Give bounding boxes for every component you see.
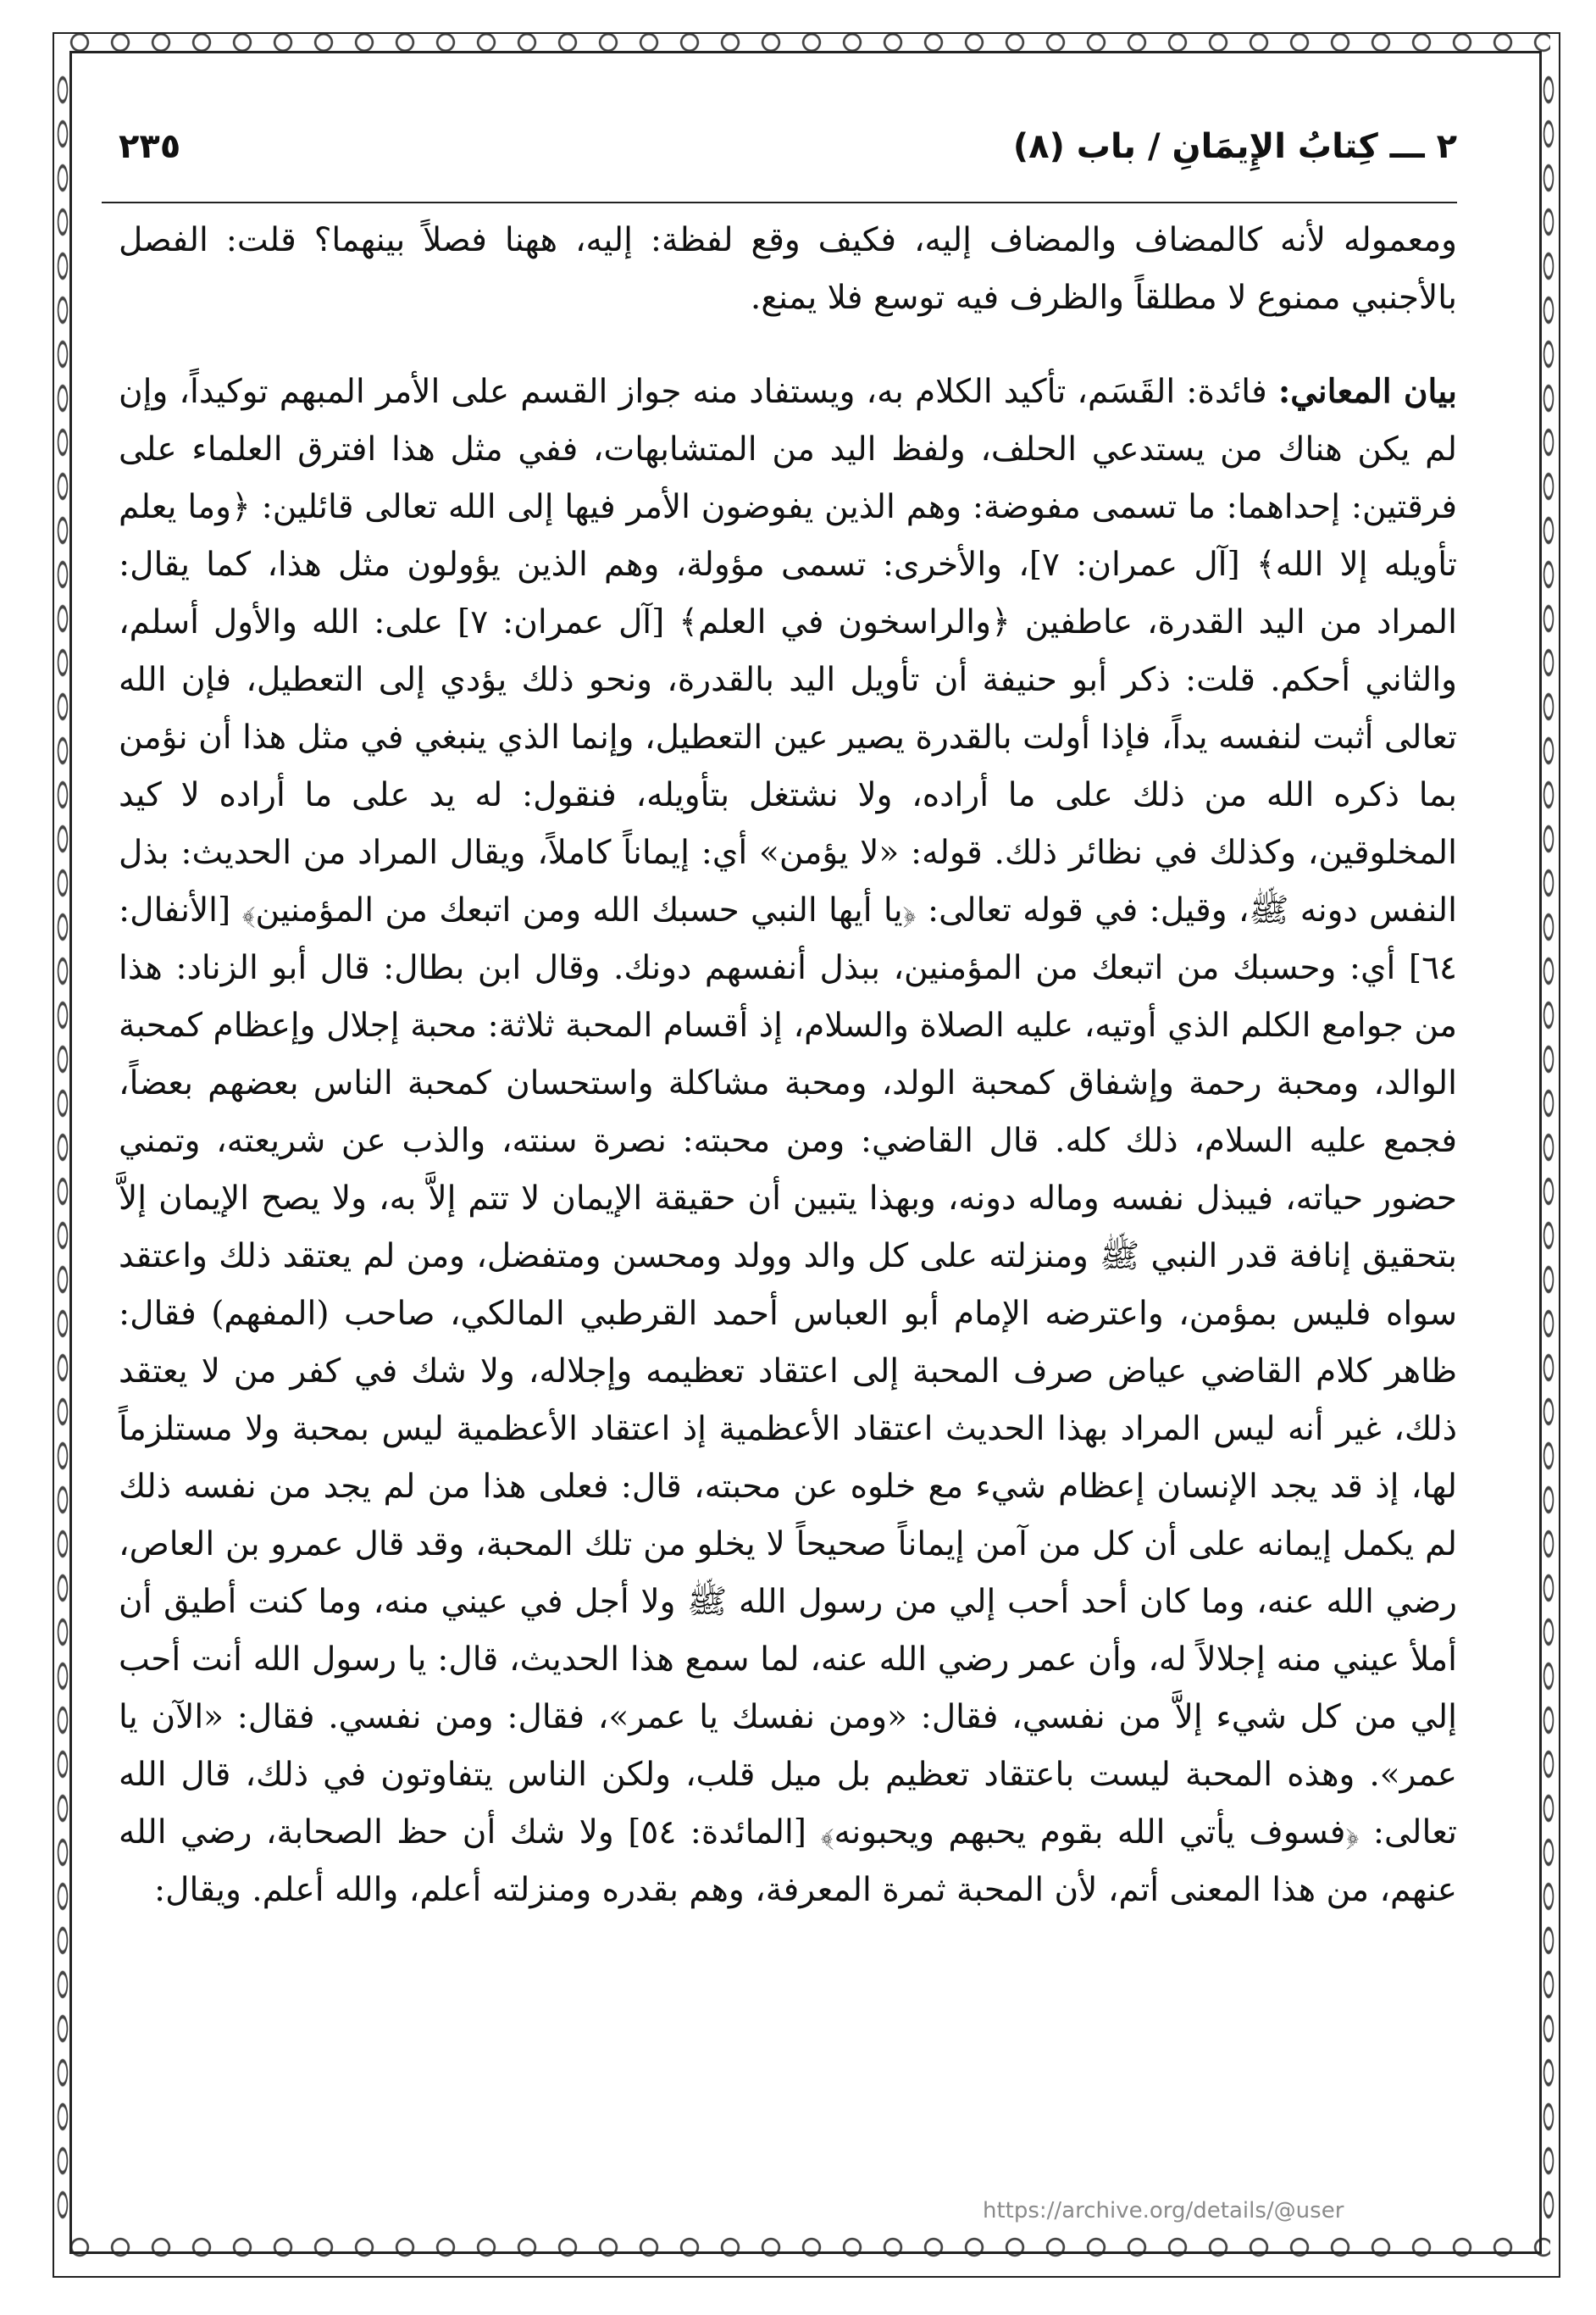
paragraph bbox=[119, 212, 1457, 327]
section-label: بيان المعاني: bbox=[1277, 372, 1457, 411]
watermark-url: https://archive.org/details/@user bbox=[983, 2198, 1344, 2223]
paragraph bbox=[119, 363, 1457, 1919]
paragraph-text: فائدة: القَسَم، تأكيد الكلام به، ويستفاد منه جواز القسم على الأمر المبهم توكيداً، وإن لم يكن هناك من يستدعي الحلف، ولفظ اليد من المتشابهات، ففي مثل هذا افترق العلماء على فرقتين: إحداهما: ما تسمى مفوضة: وهم الذين يفوضون الأمر فيها إلى الله تعالى قائلين: ﴿وما يعلم تأويله إلا الله﴾ [آل عمران: ٧]، والأخرى: تسمى مؤولة، وهم الذين يؤولون مثل هذا، كما يقال: المراد من اليد القدرة، عاطفين ﴿والراسخون في العلم﴾ [آل عمران: ٧] على: الله والأول أسلم، والثاني أحكم. قلت: ذكر أبو حنيفة أن تأويل اليد بالقدرة، ونحو ذلك يؤدي إلى التعطيل، فإن الله تعالى أثبت لنفسه يداً، فإذا أولت بالقدرة يصير عين التعطيل، وإنما الذي ينبغي في مثل هذا أن نؤمن بما ذكره الله من ذلك على ما أراده، ولا نشتغل بتأويله، فنقول: له يد على ما أراده لا كيد المخلوقين، وكذلك في نظائر ذلك. قوله: «لا يؤمن» أي: إيماناً كاملاً، ويقال المراد من الحديث: بذل النفس دونه ﷺ، وقيل: في قوله تعالى: ﴿يا أيها النبي حسبك الله ومن اتبعك من المؤمنين﴾ [الأنفال: ٦٤] أي: وحسبك من اتبعك من المؤمنين، ببذل أنفسهم دونك. وقال ابن بطال: قال أبو الزناد: هذا من جوامع الكلم الذي أوتيه، عليه الصلاة والسلام، إذ أقسام المحبة ثلاثة: محبة إجلال وإعظام كمحبة الوالد، ومحبة رحمة وإشفاق كمحبة الولد، ومحبة مشاكلة واستحسان كمحبة الناس بعضهم بعضاً، فجمع عليه السلام، ذلك كله. قال القاضي: ومن محبته: نصرة سنته، والذب عن شريعته، وتمني حضور حياته، فيبذل نفسه وماله دونه، وبهذا يتبين أن حقيقة الإيمان لا تتم إلاَّ به، ولا يصح الإيمان إلاَّ بتحقيق إنافة قدر النبي ﷺ ومنزلته على كل والد وولد ومحسن ومتفضل، ومن لم يعتقد ذلك واعتقد سواه فليس بمؤمن، واعترضه الإمام أبو العباس أحمد القرطبي المالكي، صاحب (المفهم) فقال: ظاهر كلام القاضي عياض صرف المحبة إلى اعتقاد تعظيمه وإجلاله، ولا شك في كفر من لا يعتقد ذلك، غير أنه ليس المراد بهذا الحديث اعتقاد الأعظمية إذ اعتقاد الأعظمية ليس بمحبة ولا مستلزماً لها، إذ قد يجد الإنسان إعظام شيء مع خلوه عن محبته، قال: فعلى هذا من لم يجد من نفسه ذلك لم يكمل إيمانه على أن كل من آمن إيماناً صحيحاً لا يخلو من تلك المحبة، وقد قال عمرو بن العاص، رضي الله عنه، وما كان أحد أحب إلي من رسول الله ﷺ ولا أجل في عيني منه، وما كنت أطيق أن أملأ عيني منه إجلالاً له، وأن عمر رضي الله عنه، لما سمع هذا الحديث، قال: يا رسول الله أنت أحب إلي من كل شيء إلاَّ من نفسي، فقال: «ومن نفسك يا عمر»، فقال: ومن نفسي. فقال: «الآن يا عمر». وهذه المحبة ليست باعتقاد تعظيم بل ميل قلب، ولكن الناس يتفاوتون في ذلك، قال الله تعالى: ﴿فسوف يأتي الله بقوم يحبهم ويحبونه﴾ [المائدة: ٥٤] ولا شك أن حظ الصحابة، رضي الله عنهم، من هذا المعنى أتم، لأن المحبة ثمرة المعرفة، وهم بقدره ومنزلته أعلم، والله أعلم. ويقال: bbox=[119, 373, 1458, 1909]
main-text bbox=[119, 212, 1457, 1919]
page-number: ٢٣٥ bbox=[119, 127, 181, 166]
running-head: ٢ ـــ كِتابُ الإِيمَانِ / باب (٨) bbox=[1012, 127, 1457, 166]
header-divider bbox=[102, 202, 1457, 203]
page-header bbox=[119, 127, 1457, 186]
paragraph-text: ومعموله لأنه كالمضاف والمضاف إليه، فكيف وقع لفظة: إليه، ههنا فصلاً بينهما؟ قلت: الفصل بالأجنبي ممنوع لا مطلقاً والظرف فيه توسع فلا يمنع. bbox=[119, 221, 1457, 317]
